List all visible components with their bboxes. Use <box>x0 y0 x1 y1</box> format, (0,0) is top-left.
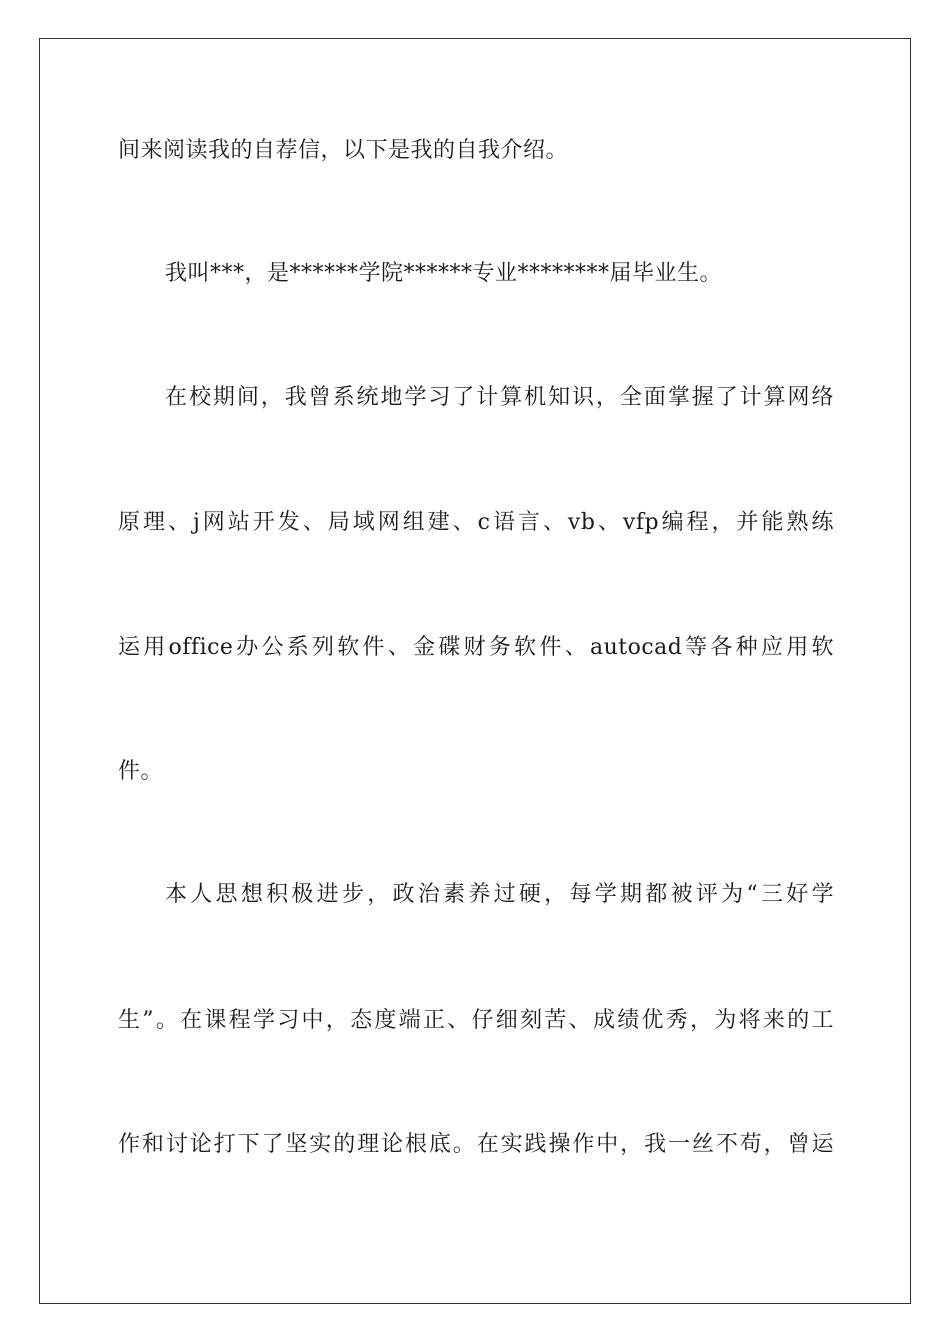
page-border <box>39 38 911 1304</box>
text-line-6: 件。 <box>118 759 164 784</box>
text-line-7: 本人思想积极进步，政治素养过硬，每学期都被评为“三好学 <box>165 882 834 907</box>
text-line-4: 原理、j网站开发、局域网组建、c语言、vb、vfp编程，并能熟练 <box>118 510 834 535</box>
text-line-3: 在校期间，我曾系统地学习了计算机知识，全面掌握了计算网络 <box>165 385 834 410</box>
text-line-1: 间来阅读我的自荐信，以下是我的自我介绍。 <box>118 138 569 163</box>
text-line-8: 生”。在课程学习中，态度端正、仔细刻苦、成绩优秀，为将来的工 <box>118 1008 834 1033</box>
text-line-9: 作和讨论打下了坚实的理论根底。在实践操作中，我一丝不苟，曾运 <box>118 1132 834 1157</box>
text-line-2: 我叫***，是******学院******专业********届毕业生。 <box>165 261 723 286</box>
text-line-5: 运用office办公系列软件、金碟财务软件、autocad等各种应用软 <box>118 635 834 660</box>
